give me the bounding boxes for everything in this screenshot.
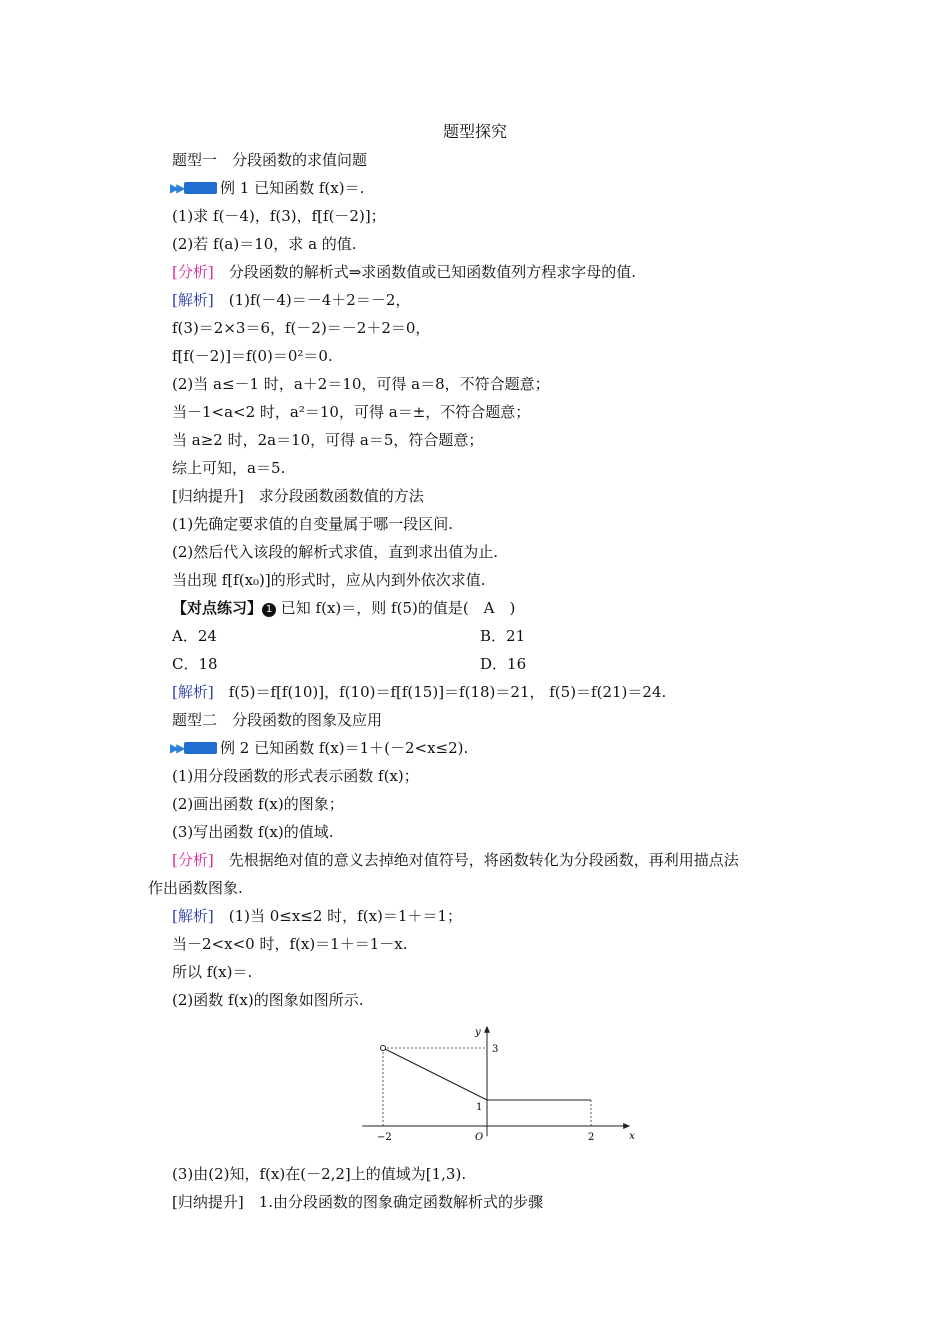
graph-segment [383, 1048, 487, 1100]
example2-q3: (3)写出函数 f(x)的值域. [172, 823, 334, 841]
summary-heading [172, 486, 424, 506]
example-marker-icon: ▶▶ [170, 181, 218, 195]
practice-solution [172, 682, 666, 702]
practice-question [172, 598, 515, 618]
analysis-continuation: 作出函数图象. [148, 879, 243, 897]
option-d: D．16 [480, 655, 527, 673]
y-axis-label: y [475, 1026, 481, 1038]
x-axis-label: x [629, 1131, 635, 1142]
practice-tag: 【对点练习】 [172, 599, 263, 617]
summary-tag: [归纳提升] [172, 1193, 244, 1211]
example1-analysis [172, 262, 636, 282]
example2-q1: (1)用分段函数的形式表示函数 f(x)； [172, 767, 419, 785]
summary-line: 当出现 f[f(x₀)]的形式时，应从内到外依次求值. [172, 571, 486, 589]
range-result: (3)由(2)知，f(x)在(－2,2]上的值域为[1,3). [172, 1165, 467, 1183]
y-axis-arrow-icon [484, 1026, 490, 1033]
example1-q2: (2)若 f(a)＝10，求 a 的值. [172, 235, 357, 253]
solution-line: 所以 f(x)＝. [172, 963, 253, 981]
example1-statement: 例 1 已知函数 f(x)＝. [220, 179, 365, 197]
number-one-icon: 1 [262, 603, 276, 617]
solution-line: f[f(－2)]＝f(0)＝0²＝0. [172, 347, 333, 365]
option-a: A．24 [172, 627, 217, 645]
open-endpoint [381, 1046, 386, 1051]
analysis-tag: [分析] [172, 851, 214, 869]
section1-title: 题型一 分段函数的求值问题 [172, 151, 368, 169]
solution-line: 当 a≥2 时，2a＝10，可得 a＝5，符合题意； [172, 431, 484, 449]
example1-q1: (1)求 f(－4)，f(3)，f[f(－2)]； [172, 207, 386, 225]
solution-line: f(3)＝2×3＝6，f(－2)＝－2＋2＝0， [172, 319, 431, 337]
x-tick-label: −2 [377, 1132, 392, 1143]
analysis-tag: [分析] [172, 263, 214, 281]
example2-statement: 例 2 已知函数 f(x)＝1＋(－2<x≤2). [220, 739, 469, 757]
analysis-text: 先根据绝对值的意义去掉绝对值符号，将函数转化为分段函数，再利用描点法 [213, 851, 739, 869]
summary2-heading [172, 1192, 543, 1212]
option-c: C．18 [172, 655, 218, 673]
option-b: B．21 [480, 627, 526, 645]
example2-analysis [172, 850, 739, 870]
x-tick-label: 2 [588, 1132, 595, 1143]
summary-line: (2)然后代入该段的解析式求值，直到求出值为止. [172, 543, 499, 561]
solution-text: (1)当 0≤x≤2 时，f(x)＝1＋＝1； [213, 907, 462, 925]
solution-line: 综上可知，a＝5. [172, 459, 286, 477]
example2-q2: (2)画出函数 f(x)的图象； [172, 795, 344, 813]
summary-title: 求分段函数函数值的方法 [243, 487, 424, 505]
summary-tag: [归纳提升] [172, 487, 244, 505]
summary-title: 1.由分段函数的图象确定函数解析式的步骤 [243, 1193, 544, 1211]
origin-label: O [475, 1132, 484, 1143]
practice-solution-text: f(5)＝f[f(10)]，f(10)＝f[f(15)]＝f(18)＝21， f(5)＝f(21)＝24. [213, 683, 667, 701]
solution-tag: [解析] [172, 683, 214, 701]
section2-title: 题型二 分段函数的图象及应用 [172, 711, 383, 729]
summary-line: (1)先确定要求值的自变量属于哪一段区间. [172, 515, 454, 533]
x-axis-arrow-icon [623, 1123, 630, 1129]
page-heading: 题型探究 [442, 122, 507, 141]
analysis-text: 分段函数的解析式⇒求函数值或已知函数值列方程求字母的值. [213, 263, 637, 281]
solution-tag: [解析] [172, 907, 214, 925]
y-tick-label: 3 [492, 1044, 499, 1055]
solution-line: 当－1<a<2 时，a²＝10，可得 a＝±，不符合题意； [172, 403, 531, 421]
solution-tag: [解析] [172, 291, 214, 309]
example-marker-icon: ▶▶ [170, 741, 218, 755]
function-graph [377, 1016, 635, 1158]
y-tick-label: 1 [476, 1102, 483, 1113]
example2-solution-line [172, 906, 462, 926]
practice-text: 已知 f(x)＝，则 f(5)的值是( A ) [276, 599, 516, 617]
solution-text: (1)f(－4)＝－4＋2＝－2， [213, 291, 411, 309]
example1-solution-line [172, 290, 410, 310]
solution-line: (2)当 a≤－1 时，a＋2＝10，可得 a＝8，不符合题意； [172, 375, 550, 393]
solution-line: (2)函数 f(x)的图象如图所示. [172, 991, 364, 1009]
solution-line: 当－2<x<0 时，f(x)＝1＋＝1－x. [172, 935, 408, 953]
